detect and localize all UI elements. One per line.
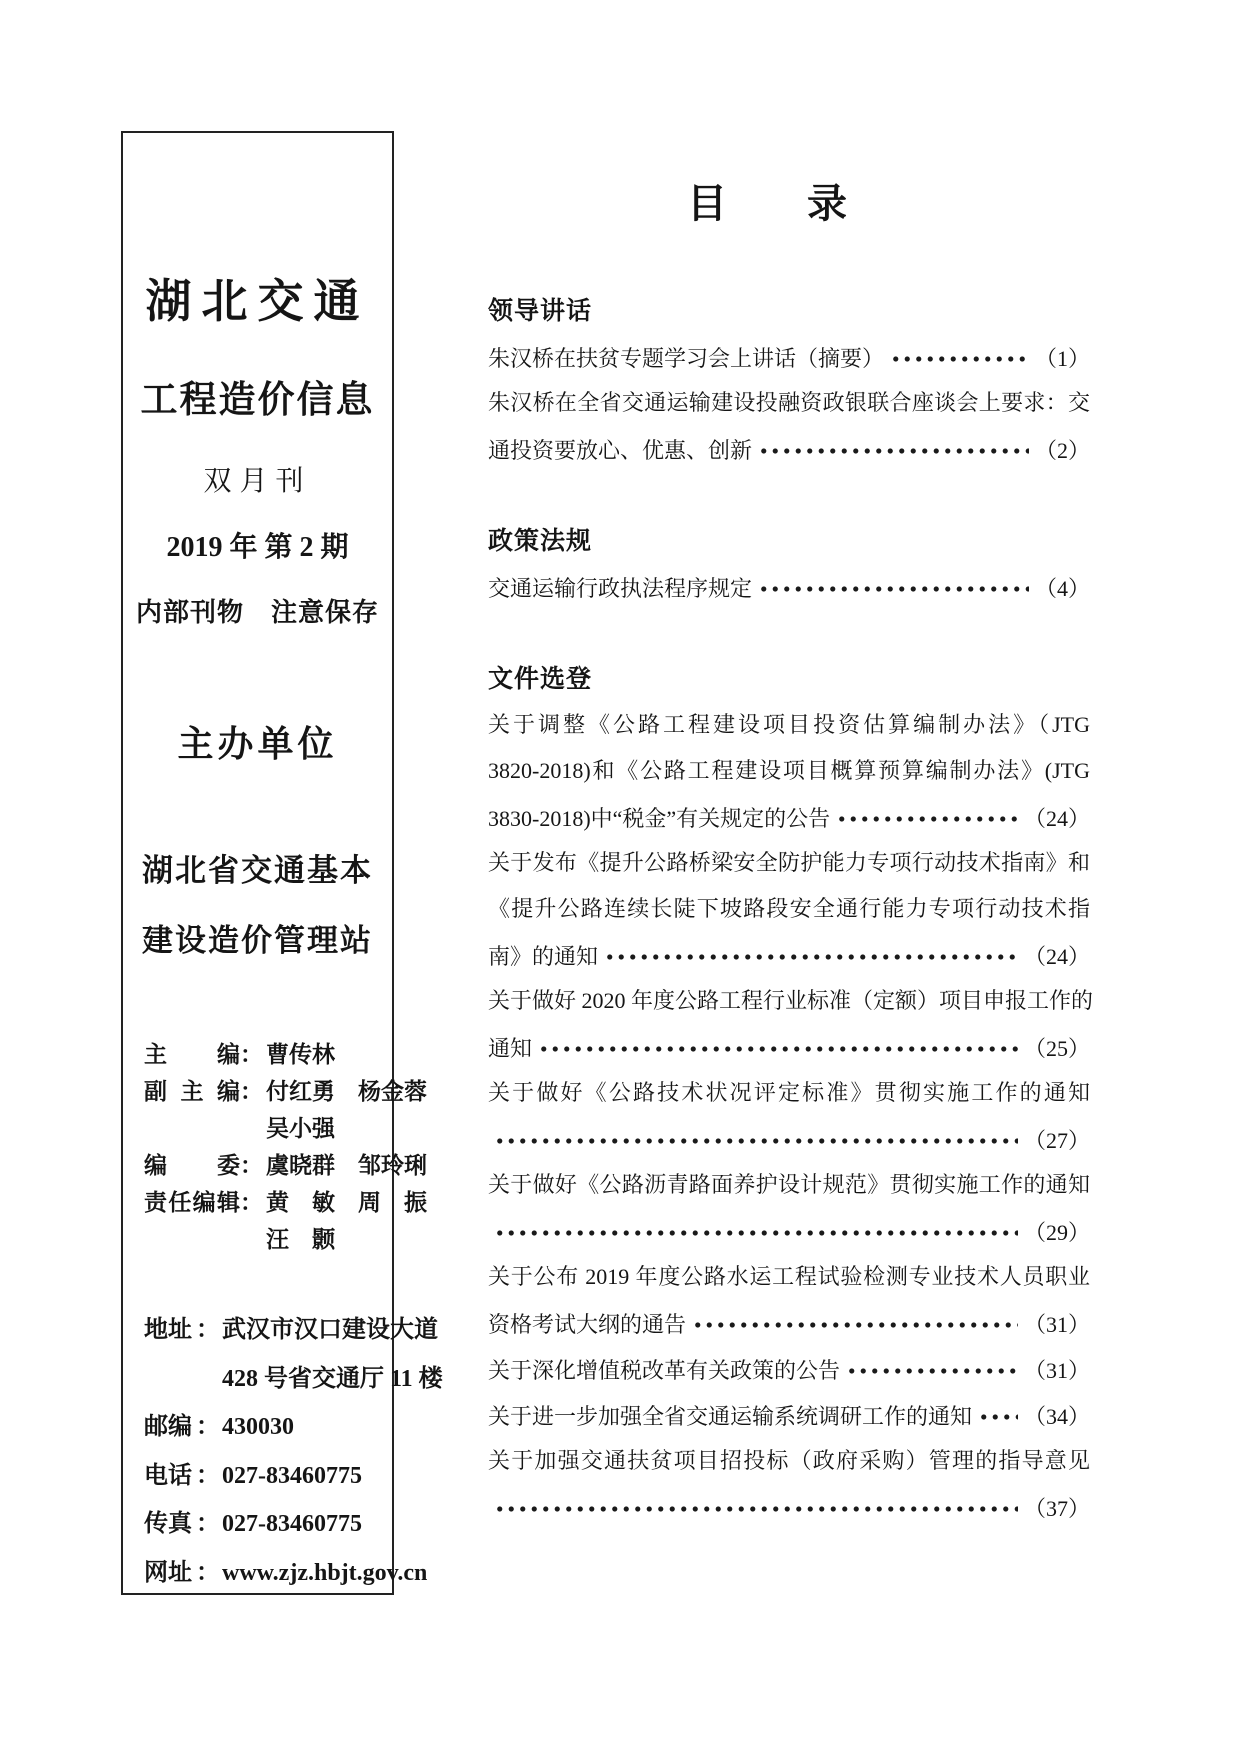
toc-entry-line: 3820-2018)和《公路工程建设项目概算预算编制办法》(JTG: [488, 758, 1090, 783]
dot-leader: [834, 813, 1018, 825]
publication-frequency: 双月刊: [203, 466, 312, 497]
toc-entry-line: [488, 932, 1090, 978]
toc-entry-text: 关于进一步加强全省交通运输系统调研工作的通知: [488, 1403, 973, 1429]
toc-entry-line: 朱汉桥在全省交通运输建设投融资政银联合座谈会上要求：交: [488, 390, 1090, 415]
toc-page-number: （24）: [1023, 943, 1090, 969]
toc-page-number: （2）: [1034, 437, 1090, 463]
contact-row: [144, 1355, 443, 1404]
organizer-name-line1: 湖北省交通基本: [142, 853, 373, 888]
staff-row-label: 副主编: [144, 1078, 240, 1104]
toc-entry-line: [488, 1300, 1090, 1346]
contact-row-separator: ：: [196, 1461, 220, 1489]
toc-entry-text: 3830-2018)中“税金”有关规定的公告: [488, 805, 831, 831]
toc-page-number: （37）: [1023, 1495, 1090, 1521]
toc-page-number: （1）: [1034, 345, 1090, 371]
contact-row-label: 邮编: [144, 1413, 192, 1441]
toc-entry-line: [488, 794, 1090, 840]
contact-row: [144, 1549, 428, 1598]
staff-row-separator: ：: [240, 1152, 263, 1178]
toc-page-number: （27）: [1023, 1127, 1090, 1153]
toc-entry-line: [488, 1208, 1090, 1254]
dot-leader: [492, 1135, 1018, 1147]
contact-row-value: 027-83460775: [222, 1511, 362, 1538]
staff-row: [144, 1184, 427, 1221]
staff-row-value: 虞晓群 邹玲琍: [266, 1152, 427, 1178]
toc-section-heading: 政策法规: [488, 527, 593, 555]
contact-block: [144, 1306, 443, 1598]
toc-entry-text: 朱汉桥在扶贫专题学习会上讲话（摘要）: [488, 345, 885, 371]
contact-row: [144, 1306, 438, 1355]
contact-row-value: 428 号省交通厅 11 楼: [222, 1365, 443, 1392]
toc-entry-line: 关于调整《公路工程建设项目投资估算编制办法》（JTG: [488, 712, 1090, 737]
contact-row-value: www.zjz.hbjt.gov.cn: [222, 1559, 428, 1586]
staff-row-value: 汪 颢: [266, 1226, 335, 1252]
toc-page-number: （29）: [1023, 1219, 1090, 1245]
toc-entry-line: [488, 1116, 1090, 1162]
staff-row-label: 编委: [144, 1152, 240, 1178]
toc-section-heading: 领导讲话: [488, 297, 593, 325]
staff-row-separator: ：: [240, 1189, 263, 1215]
staff-row-label: 责任编辑: [144, 1189, 240, 1215]
toc-entry-line: [488, 1346, 1090, 1392]
dot-leader: [492, 1227, 1018, 1239]
dot-leader: [492, 1503, 1018, 1515]
toc-entry-line: 关于做好 2020 年度公路工程行业标准（定额）项目申报工作的: [488, 988, 1094, 1013]
toc-page-number: （31）: [1023, 1357, 1090, 1383]
staff-block: [144, 1036, 427, 1258]
contact-row-label: 地址: [144, 1316, 192, 1343]
contact-row-label: 电话: [144, 1461, 192, 1489]
toc-title: 目 录: [687, 181, 847, 226]
contact-row-separator: ：: [196, 1413, 220, 1441]
dot-leader: [756, 445, 1029, 457]
dot-leader: [888, 353, 1029, 365]
toc-entry-line: [488, 1024, 1090, 1070]
staff-row-separator: ：: [240, 1041, 263, 1067]
dot-leader: [602, 951, 1018, 963]
contact-row-separator: ：: [196, 1316, 220, 1343]
contact-row-label: 网址: [144, 1558, 192, 1586]
toc-entry-text: 交通运输行政执法程序规定: [488, 575, 753, 601]
toc-page-number: （31）: [1023, 1311, 1090, 1337]
contact-row-value: 027-83460775: [222, 1462, 362, 1489]
staff-row-separator: ：: [240, 1078, 263, 1104]
contact-row: [144, 1500, 388, 1549]
contact-row: [144, 1452, 388, 1501]
staff-row-value: 吴小强: [266, 1115, 335, 1141]
issue-number: 2019 年 第 2 期: [166, 532, 349, 563]
toc-entry-line: 关于做好《公路技术状况评定标准》贯彻实施工作的通知: [488, 1080, 1090, 1105]
staff-row-label: 主编: [144, 1041, 240, 1067]
toc-entry-line: [488, 564, 1090, 610]
staff-row: [144, 1147, 427, 1184]
toc-section-heading: 文件选登: [488, 665, 593, 693]
staff-row: [144, 1110, 386, 1147]
dot-leader: [756, 583, 1029, 595]
staff-row-value: 曹传林: [266, 1041, 335, 1067]
toc-sections: [488, 288, 1094, 1530]
contact-row-value: 430030: [222, 1414, 294, 1441]
dot-leader: [844, 1365, 1018, 1377]
toc-page-number: （34）: [1023, 1403, 1090, 1429]
toc-entry-line: 关于加强交通扶贫项目招投标（政府采购）管理的指导意见: [488, 1448, 1090, 1473]
toc-entry-text: 通知: [488, 1035, 533, 1061]
toc-entry-line: [488, 334, 1090, 380]
toc-entry-text: 通投资要放心、优惠、创新: [488, 437, 753, 463]
toc-page-number: （4）: [1034, 575, 1090, 601]
contact-row-separator: ：: [196, 1558, 220, 1586]
contact-row-label: 传真: [144, 1510, 192, 1538]
toc-entry-line: [488, 426, 1090, 472]
staff-row-value: 黄 敏 周 振: [266, 1189, 427, 1215]
staff-row: [144, 1036, 386, 1073]
toc-entry-line: 关于做好《公路沥青路面养护设计规范》贯彻实施工作的通知: [488, 1172, 1090, 1197]
journal-title-line2: 工程造价信息: [140, 377, 375, 421]
contact-row-value: 武汉市汉口建设大道: [222, 1317, 438, 1343]
toc-entry-line: 关于公布 2019 年度公路水运工程试验检测专业技术人员职业: [488, 1264, 1090, 1289]
journal-title-line1: 湖北交通: [145, 274, 370, 328]
contact-row: [144, 1403, 388, 1452]
toc-entry-line: [488, 1484, 1090, 1530]
toc-page-number: （25）: [1023, 1035, 1090, 1061]
toc-entry-text: 资格考试大纲的通告: [488, 1311, 687, 1337]
internal-publication-notice: 内部刊物 注意保存: [135, 598, 379, 627]
dot-leader: [976, 1411, 1018, 1423]
dot-leader: [690, 1319, 1018, 1331]
journal-masthead: [121, 131, 443, 1595]
organizer-label: 主办单位: [177, 723, 338, 764]
toc-page-number: （24）: [1023, 805, 1090, 831]
toc-entry-line: 《提升公路连续长陡下坡路段安全通行能力专项行动技术指: [488, 896, 1090, 921]
toc-entry-text: 关于深化增值税改革有关政策的公告: [488, 1357, 841, 1383]
toc-entry-text: 南》的通知: [488, 943, 599, 969]
dot-leader: [536, 1043, 1018, 1055]
staff-row: [144, 1221, 386, 1258]
toc-entry-line: 关于发布《提升公路桥梁安全防护能力专项行动技术指南》和: [488, 850, 1090, 875]
staff-row-value: 付红勇 杨金蓉: [266, 1078, 427, 1104]
organizer-name-line2: 建设造价管理站: [142, 923, 373, 958]
staff-row: [144, 1073, 427, 1110]
contact-row-separator: ：: [196, 1510, 220, 1538]
table-of-contents: [488, 176, 1094, 1530]
toc-entry-line: [488, 1392, 1090, 1438]
